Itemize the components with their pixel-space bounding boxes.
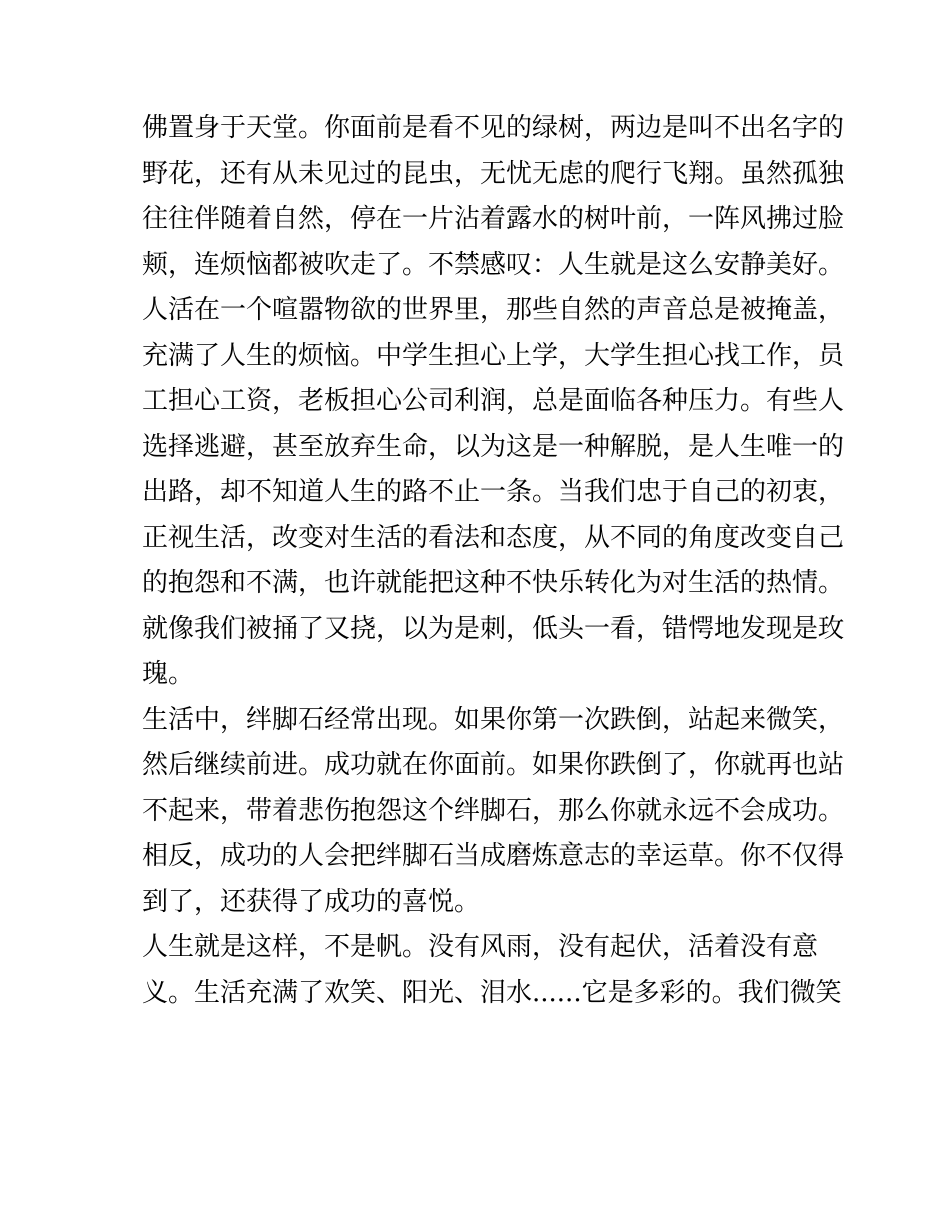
text-line: 到了，还获得了成功的喜悦。 <box>142 886 481 917</box>
text-line: 正视生活，改变对生活的看法和态度，从不同的角度改变自己 <box>142 522 845 553</box>
text-line: 然后继续前进。成功就在你面前。如果你跌倒了，你就再也站 <box>142 750 845 780</box>
text-line: 不起来，带着悲伤抱怨这个绊脚石，那么你就永远不会成功。 <box>142 795 845 826</box>
text-line: 的抱怨和不满，也许就能把这种不快乐转化为对生活的热情。 <box>142 568 845 598</box>
text-line: 选择逃避，甚至放弃生命，以为这是一种解脱，是人生唯一的 <box>142 431 845 462</box>
document-body <box>142 106 845 1016</box>
text-line: 颊，连烦恼都被吹走了。不禁感叹：人生就是这么安静美好。 <box>142 249 845 280</box>
text-line: 野花，还有从未见过的昆虫，无忧无虑的爬行飞翔。虽然孤独 <box>142 158 845 189</box>
text-line: 往往伴随着自然，停在一片沾着露水的树叶前，一阵风拂过脸 <box>142 204 845 234</box>
text-line: 义。生活充满了欢笑、阳光、泪水......它是多彩的。我们微笑 <box>142 977 842 1008</box>
text-line: 出路，却不知道人生的路不止一条。当我们忠于自己的初衷， <box>142 477 845 507</box>
text-line: 就像我们被捅了又挠，以为是刺，低头一看，错愕地发现是玫 <box>142 613 845 644</box>
text-line: 人生就是这样，不是帆。没有风雨，没有起伏，活着没有意 <box>142 932 819 962</box>
text-line: 生活中，绊脚石经常出现。如果你第一次跌倒，站起来微笑， <box>142 704 845 735</box>
text-line: 瑰。 <box>142 659 195 689</box>
text-line: 佛置身于天堂。你面前是看不见的绿树，两边是叫不出名字的 <box>142 113 845 143</box>
text-line: 相反，成功的人会把绊脚石当成磨炼意志的幸运草。你不仅得 <box>142 841 845 871</box>
text-line: 人活在一个喧嚣物欲的世界里，那些自然的声音总是被掩盖， <box>142 295 845 325</box>
text-line: 充满了人生的烦恼。中学生担心上学，大学生担心找工作，员 <box>142 340 845 371</box>
text-line: 工担心工资，老板担心公司利润，总是面临各种压力。有些人 <box>142 386 845 416</box>
